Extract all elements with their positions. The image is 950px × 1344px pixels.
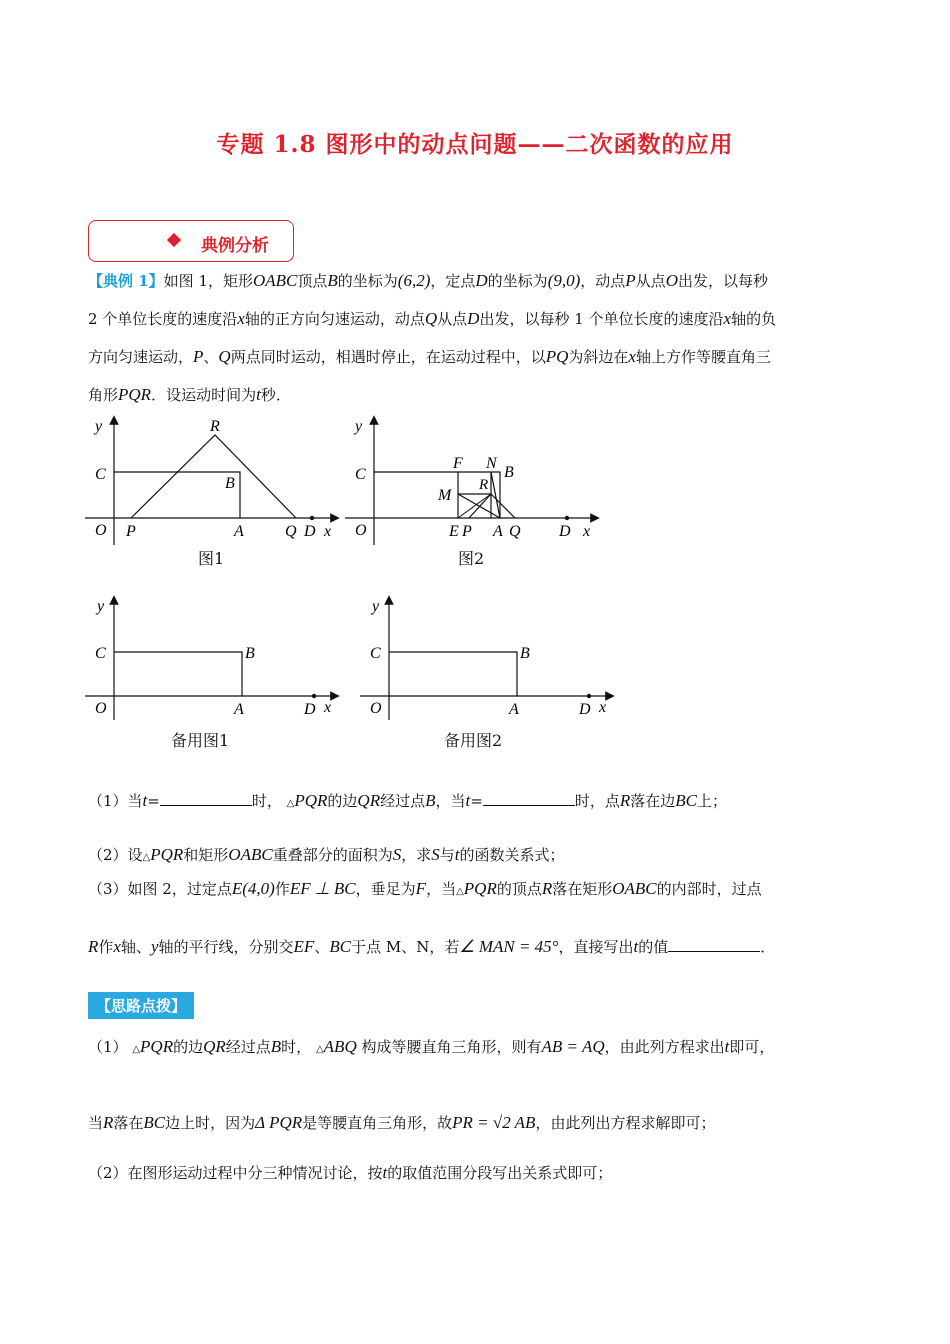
label-A: A [234, 523, 244, 540]
math: t [454, 845, 460, 864]
text: 的值 [638, 938, 669, 956]
text: ，求 [401, 846, 432, 864]
hint-3 [88, 1162, 868, 1183]
text: 边上时，因为 [165, 1114, 256, 1132]
text: 的取值范围分段写出关系式即可； [387, 1164, 613, 1182]
question-3-line-2 [88, 936, 868, 957]
caption-spare2: 备用图2 [444, 731, 503, 750]
math: S [392, 845, 402, 864]
problem-line-3 [88, 338, 858, 376]
text: 的顶点 [496, 880, 542, 898]
problem-line-1 [88, 262, 858, 300]
math: D [467, 309, 480, 328]
math: EF ⊥ BC [289, 879, 356, 898]
math: P [625, 271, 636, 290]
label-x: x [324, 523, 332, 540]
label-x: x [599, 699, 607, 716]
math: x [237, 309, 245, 328]
text: 为斜边在 [568, 348, 629, 366]
problem-text [88, 262, 858, 414]
text: 从点 [437, 310, 468, 328]
label-R: R [479, 477, 489, 493]
text: 构成等腰直角三角形，则有 [361, 1038, 542, 1056]
diamond-icon [167, 233, 181, 247]
math: ABQ [323, 1037, 357, 1056]
problem-line-2 [88, 300, 858, 338]
math: S [431, 845, 440, 864]
text: （3）如图 2，过定点 [88, 880, 232, 898]
text: = [470, 792, 483, 810]
text: ，当 [426, 880, 457, 898]
label-C: C [95, 645, 106, 662]
text: 作 [98, 938, 114, 956]
math: (4,0) [242, 879, 275, 898]
label-P: P [126, 523, 136, 540]
triangle-symbol: △ [142, 852, 151, 863]
text: （2）在图形运动过程中分三种情况讨论，按 [88, 1164, 383, 1182]
label-A: A [493, 523, 503, 540]
math: R [541, 879, 553, 898]
text: 当 [88, 1114, 104, 1132]
math: PQ [545, 347, 569, 366]
text: 时， [281, 1038, 312, 1056]
example-tag: 【典例 1】 [88, 272, 164, 290]
text: 轴的负 [731, 310, 777, 328]
text: 两点同时运动，相遇时停止，在运动过程中，以 [230, 348, 546, 366]
math: t [465, 791, 471, 810]
math: t [256, 385, 261, 404]
label-O: O [95, 522, 107, 539]
answer-blank[interactable] [483, 791, 575, 806]
caption-spare1: 备用图1 [171, 731, 230, 750]
math: t [633, 937, 639, 956]
text: ，由此列方程求出 [604, 1038, 725, 1056]
triangle-symbol: △ [456, 886, 464, 897]
math: F [415, 879, 427, 898]
label-N: N [486, 455, 497, 472]
question-3 [88, 878, 868, 899]
label-A: A [234, 701, 244, 718]
text: ，垂足为 [355, 880, 416, 898]
text: 、 [314, 938, 330, 956]
text: 和矩形 [183, 846, 229, 864]
text: 轴的正方向匀速运动，动点 [244, 310, 425, 328]
text: 轴、 [120, 938, 151, 956]
text: 的内部时，过点 [656, 880, 762, 898]
label-B: B [245, 645, 255, 662]
label-y: y [97, 598, 105, 615]
math: E [231, 879, 243, 898]
text: 落在矩形 [552, 880, 613, 898]
text: 即可， [729, 1038, 775, 1056]
label-y: y [95, 418, 103, 435]
text: 的坐标为 [337, 272, 398, 290]
math: AB = AQ [541, 1037, 605, 1056]
text: 从点 [635, 272, 666, 290]
math: ∠ MAN = 45° [459, 937, 559, 956]
math: EF [293, 937, 315, 956]
math: PQR [294, 791, 328, 810]
math: x [113, 937, 121, 956]
answer-blank[interactable] [668, 937, 760, 952]
triangle-symbol: △ [132, 1044, 141, 1055]
math: QR [357, 791, 381, 810]
spare-figure-1 [85, 595, 345, 725]
label-A: A [509, 701, 519, 718]
math: OABC [612, 879, 657, 898]
text: （1）当 [88, 792, 143, 810]
text: 出发，以每秒 [677, 272, 768, 290]
text: （1） [88, 1038, 128, 1056]
question-2 [88, 844, 868, 865]
text: ，定点 [430, 272, 476, 290]
triangle-symbol: △ [315, 1044, 324, 1055]
math: D [475, 271, 488, 290]
math: PR = √2 AB [452, 1113, 536, 1132]
math: Q [218, 347, 231, 366]
section-header [88, 220, 294, 262]
math: (9,0) [547, 271, 581, 290]
math: OABC [252, 271, 298, 290]
label-x: x [583, 523, 591, 540]
text: 秒． [260, 386, 291, 404]
text: 于点 M、N，若 [351, 938, 460, 956]
text: = [147, 792, 160, 810]
math: OABC [228, 845, 273, 864]
text: ，当 [435, 792, 466, 810]
problem-line-4 [88, 376, 858, 414]
label-B: B [225, 475, 235, 492]
label-C: C [355, 466, 366, 483]
math: t [382, 1163, 388, 1182]
label-D: D [304, 701, 316, 718]
section-label: 典例分析 [201, 236, 269, 256]
label-C: C [370, 645, 381, 662]
math: BC [143, 1113, 166, 1132]
label-B: B [520, 645, 530, 662]
text: 作 [274, 880, 290, 898]
label-R: R [210, 418, 220, 435]
text: 经过点 [380, 792, 426, 810]
label-E: E [449, 523, 459, 540]
hint-2 [88, 1112, 868, 1133]
text: 的边 [327, 792, 358, 810]
text: 轴的平行线，分别交 [158, 938, 294, 956]
math: R [619, 791, 631, 810]
text: 顶点 [297, 272, 328, 290]
label-D: D [559, 523, 571, 540]
math: (6,2) [397, 271, 431, 290]
text: 的边 [173, 1038, 204, 1056]
label-O: O [95, 700, 107, 717]
text: 时，点 [574, 792, 620, 810]
label-y: y [372, 598, 380, 615]
math: B [270, 1037, 282, 1056]
text: 落在边 [630, 792, 676, 810]
label-P: P [462, 523, 472, 540]
text: 的函数关系式； [459, 846, 565, 864]
math: t [142, 791, 148, 810]
math: R [88, 937, 99, 956]
math: t [724, 1037, 730, 1056]
question-1 [88, 790, 868, 811]
label-Q: Q [509, 523, 521, 540]
text: ，动点 [580, 272, 626, 290]
text: 经过点 [225, 1038, 271, 1056]
label-O: O [370, 700, 382, 717]
label-F: F [453, 455, 463, 472]
figure-1 [85, 415, 345, 550]
text: 上； [696, 792, 727, 810]
figure-2 [345, 415, 605, 550]
label-M: M [438, 487, 452, 504]
math: PQR [118, 385, 152, 404]
text: 与 [439, 846, 455, 864]
text: ，由此列出方程求解即可； [535, 1114, 716, 1132]
text: 重叠部分的面积为 [272, 846, 393, 864]
label-x: x [324, 699, 332, 716]
math: O [665, 271, 678, 290]
text: 是等腰直角三角形，故 [302, 1114, 453, 1132]
text: 落在 [113, 1114, 144, 1132]
math: BC [675, 791, 697, 810]
label-B: B [504, 464, 514, 481]
text: 出发，以每秒 1 个单位长度的速度沿 [479, 310, 724, 328]
math: PQR [140, 1037, 174, 1056]
label-Q: Q [285, 523, 297, 540]
math: QR [203, 1037, 226, 1056]
caption-fig2: 图2 [458, 549, 485, 568]
math: x [723, 309, 732, 328]
text: 角形 [88, 386, 119, 404]
label-D: D [579, 701, 591, 718]
text: 、 [203, 348, 219, 366]
text: ．设运动时间为 [151, 386, 257, 404]
triangle-symbol: △ [286, 798, 295, 809]
text: 轴上方作等腰直角三 [635, 348, 771, 366]
math: x [628, 347, 636, 366]
label-D: D [304, 523, 316, 540]
text: 如图 1，矩形 [163, 272, 253, 290]
text: 方向匀速运动， [88, 348, 194, 366]
math: PQR [463, 879, 497, 898]
caption-fig1: 图1 [198, 549, 225, 568]
text: ，直接写出 [558, 938, 634, 956]
answer-blank[interactable] [160, 791, 252, 806]
math: B [327, 271, 338, 290]
math: Δ PQR [255, 1113, 303, 1132]
text: 时， [251, 792, 282, 810]
math: P [193, 347, 204, 366]
math: R [103, 1113, 114, 1132]
math: PQR [150, 845, 184, 864]
hint-tag: 【思路点拨】 [88, 992, 194, 1019]
page-title: 专题 1.8 图形中的动点问题——二次函数的应用 [216, 131, 734, 158]
math: BC [329, 937, 352, 956]
math: Q [424, 309, 438, 328]
math: B [425, 791, 436, 810]
math: y [150, 937, 159, 956]
text: ． [760, 938, 776, 956]
text: 的坐标为 [487, 272, 548, 290]
label-y: y [355, 418, 363, 435]
spare-figure-2 [360, 595, 620, 725]
label-C: C [95, 466, 106, 483]
text: 2 个单位长度的速度沿 [88, 310, 238, 328]
hint-1 [88, 1036, 868, 1057]
label-O: O [355, 522, 367, 539]
text: （2）设 [88, 846, 143, 864]
